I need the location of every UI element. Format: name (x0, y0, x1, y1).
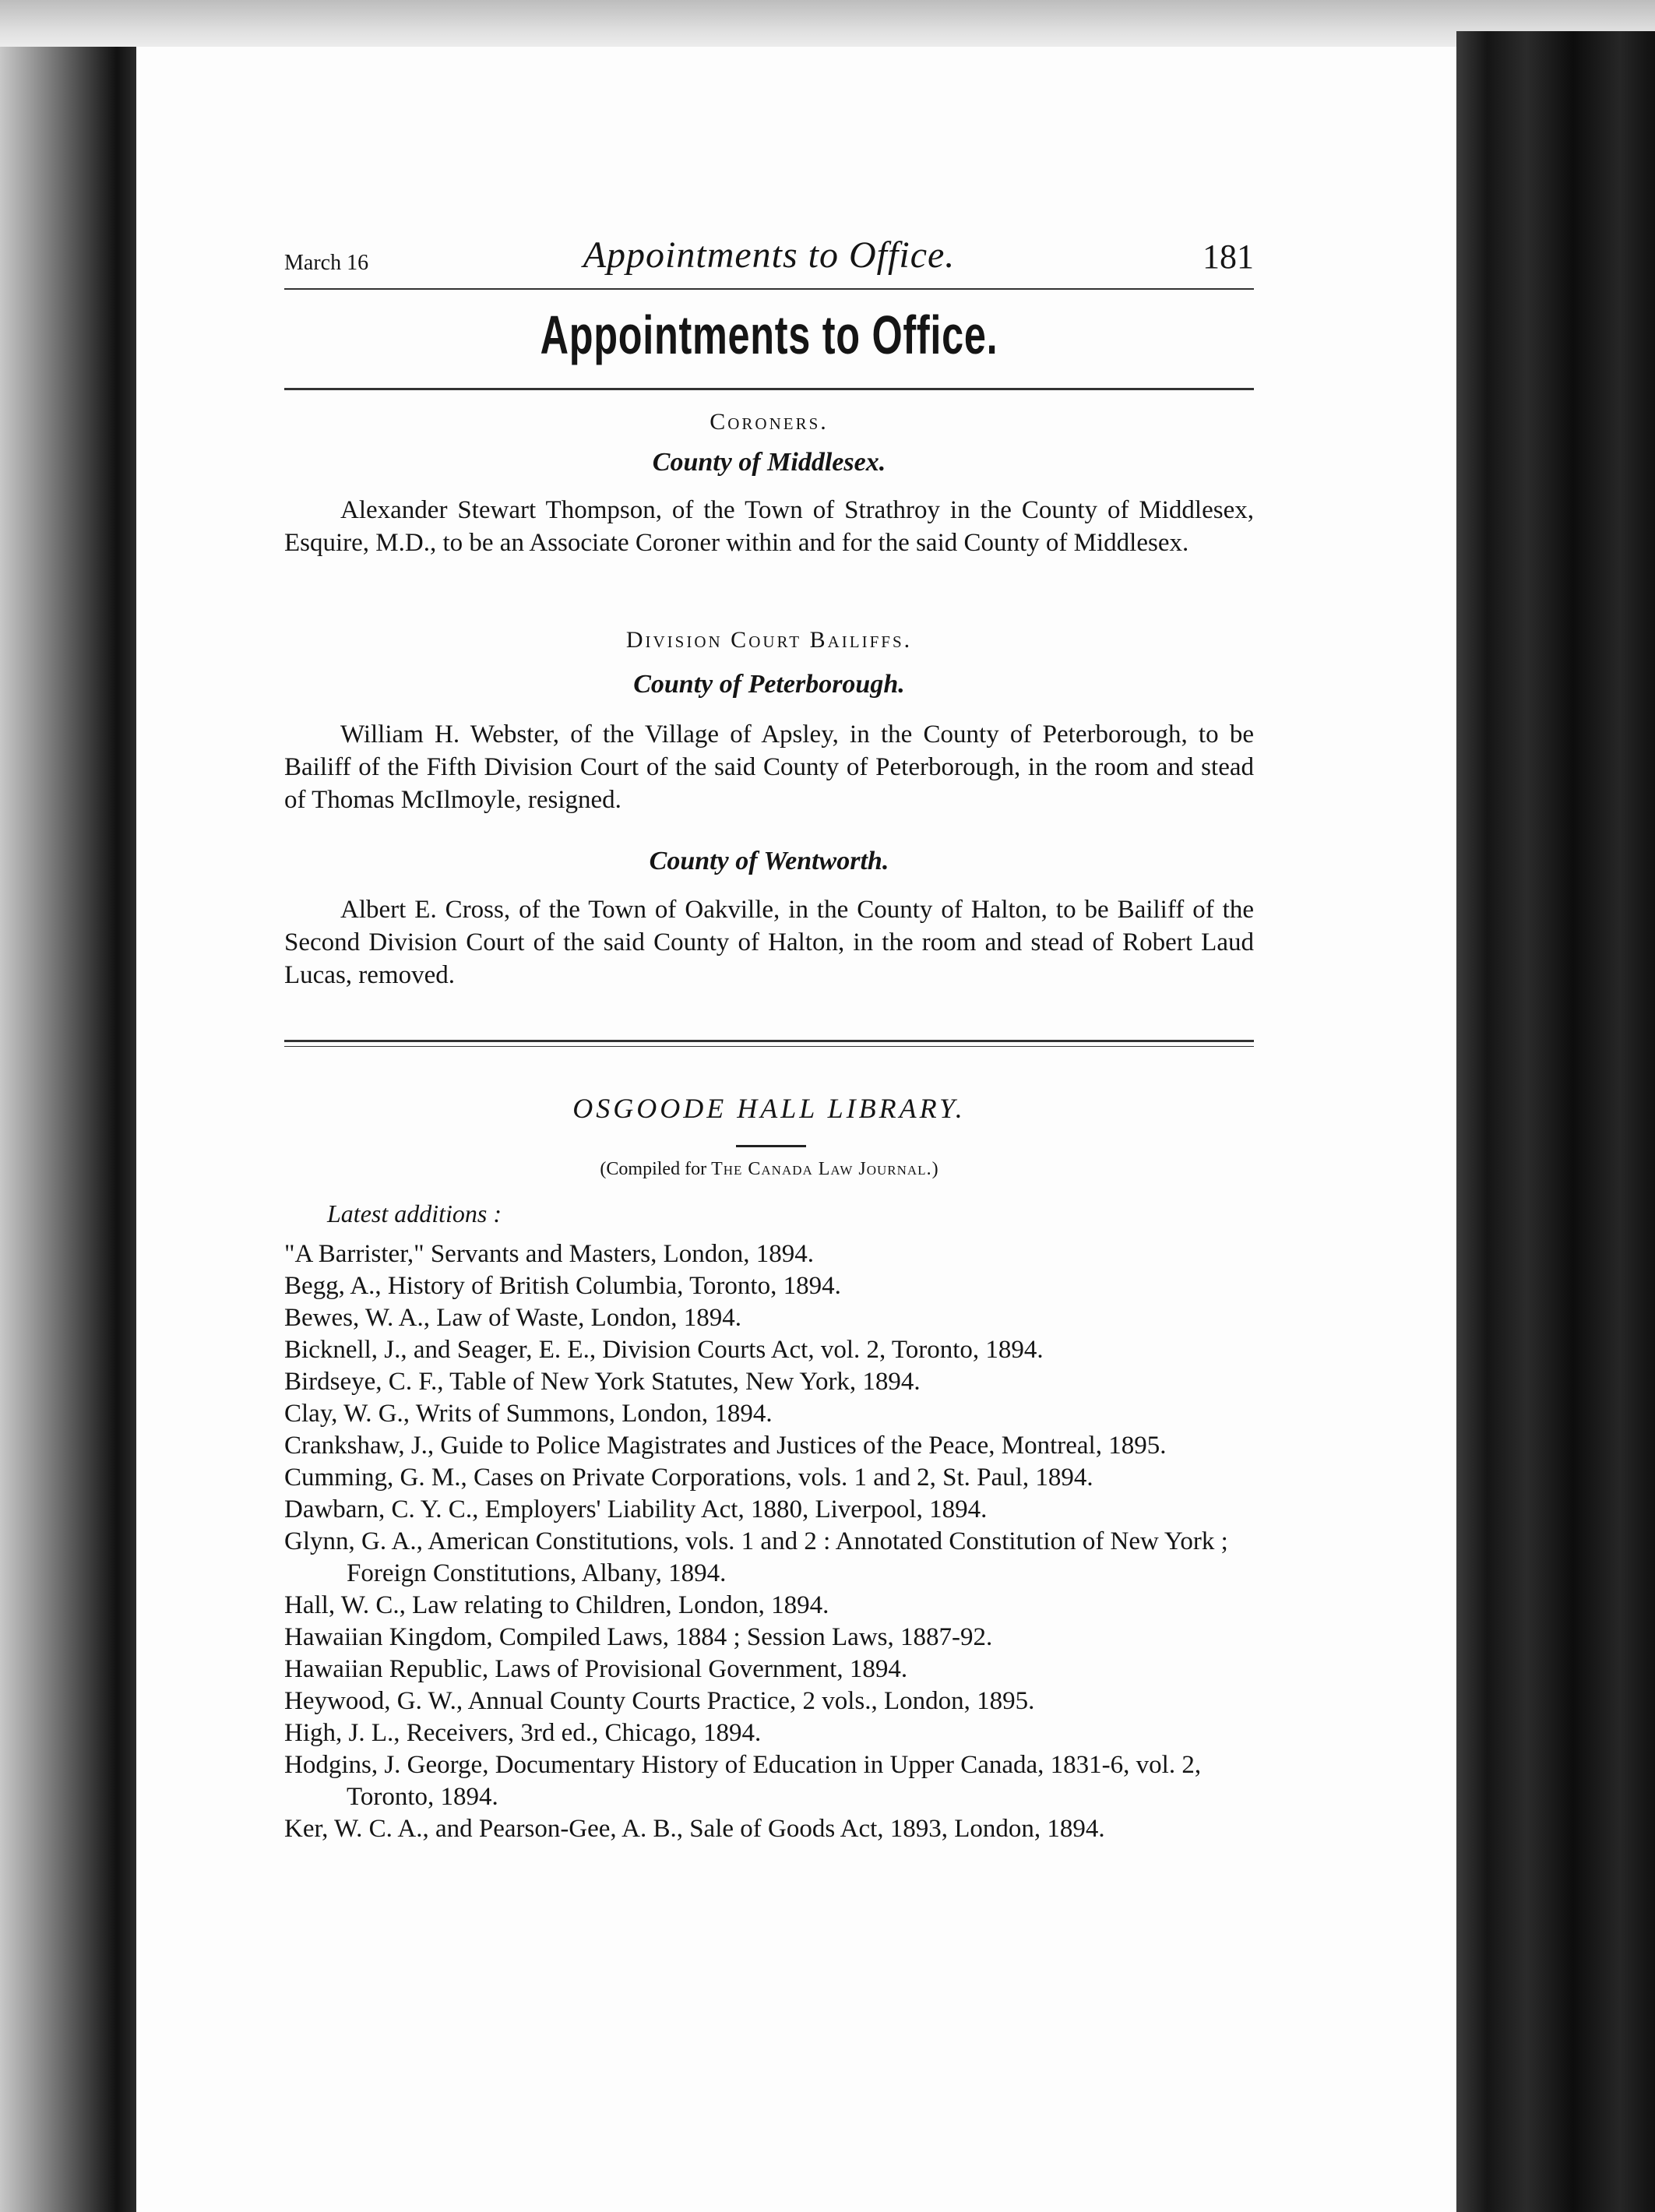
running-head-date: March 16 (284, 251, 369, 275)
county-peterborough-heading: County of Peterborough. (633, 670, 905, 699)
compiled-journal: The Canada Law Journal. (711, 1159, 932, 1179)
library-entry: Hodgins, J. George, Documentary History of Education in Upper Canada, 1831-6, vol. 2, Toronto, 1894. (284, 1751, 1202, 1811)
bailiffs-paragraph-1: William H. Webster, of the Village of Apsley, in the County of Peterborough, to be Bailiff of the Fifth Division Court of the said County of Peterborough, in the room and stead of Thomas McIlmoyle, resigned. (284, 720, 1254, 814)
compiled-prefix: (Compiled for (600, 1159, 712, 1179)
library-entry: Ker, W. C. A., and Pearson-Gee, A. B., Sale of Goods Act, 1893, London, 1894. (284, 1815, 1105, 1843)
coroners-paragraph: Alexander Stewart Thompson, of the Town of Strathroy in the County of Middlesex, Esquire, M.D., to be an Associate Coroner within and for the said County of Middlesex. (284, 496, 1254, 557)
library-entry: Begg, A., History of British Columbia, Toronto, 1894. (284, 1272, 841, 1300)
county-middlesex-heading: County of Middlesex. (652, 448, 886, 477)
library-entry: Birdseye, C. F., Table of New York Statutes, New York, 1894. (284, 1368, 921, 1396)
page-title: Appointments to Office. (540, 305, 998, 365)
section-rule-top (284, 1040, 1254, 1042)
library-entry: Dawbarn, C. Y. C., Employers' Liability Act, 1880, Liverpool, 1894. (284, 1495, 988, 1523)
running-head-rule (284, 288, 1254, 290)
latest-additions-label: Latest additions : (327, 1199, 502, 1228)
library-title-rule (736, 1145, 806, 1147)
library-entry: Hawaiian Republic, Laws of Provisional Government, 1894. (284, 1655, 908, 1683)
scan-edge-right (1456, 31, 1655, 2212)
page-sheet (136, 47, 1456, 2212)
library-entry: High, J. L., Receivers, 3rd ed., Chicago, 1894. (284, 1719, 762, 1747)
library-entry: Heywood, G. W., Annual County Courts Practice, 2 vols., London, 1895. (284, 1687, 1035, 1715)
page-number: 181 (1203, 238, 1254, 276)
library-entry: Bicknell, J., and Seager, E. E., Division Courts Act, vol. 2, Toronto, 1894. (284, 1336, 1044, 1364)
running-head (284, 234, 1254, 280)
library-entry: Crankshaw, J., Guide to Police Magistrates and Justices of the Peace, Montreal, 1895. (284, 1432, 1167, 1460)
library-entry: Glynn, G. A., American Constitutions, vols. 1 and 2 : Annotated Constitution of New York ; Foreign Constitutions, Albany, 1894. (284, 1527, 1228, 1587)
library-entry: Hawaiian Kingdom, Compiled Laws, 1884 ; Session Laws, 1887-92. (284, 1623, 993, 1651)
library-entry: Hall, W. C., Law relating to Children, London, 1894. (284, 1591, 829, 1619)
library-entry: Bewes, W. A., Law of Waste, London, 1894. (284, 1304, 742, 1332)
library-entries (284, 1238, 1258, 1845)
library-title: OSGOODE HALL LIBRARY. (572, 1093, 966, 1124)
library-entry: "A Barrister," Servants and Masters, London, 1894. (284, 1240, 815, 1268)
county-wentworth-heading: County of Wentworth. (649, 847, 889, 875)
title-rule (284, 388, 1254, 390)
compiled-note (284, 1159, 1254, 1180)
compiled-suffix: ) (931, 1159, 938, 1179)
running-head-title: Appointments to Office. (583, 234, 956, 276)
section-rule-bottom (284, 1046, 1254, 1047)
coroners-heading: Coroners. (710, 409, 829, 435)
scan-edge-left (0, 47, 136, 2212)
bailiffs-heading: Division Court Bailiffs. (625, 627, 913, 653)
library-entry: Cumming, G. M., Cases on Private Corporations, vols. 1 and 2, St. Paul, 1894. (284, 1464, 1093, 1492)
bailiffs-paragraph-2: Albert E. Cross, of the Town of Oakville, in the County of Halton, to be Bailiff of the Second Division Court of the said County of Halton, in the room and stead of Robert Laud Lucas, removed. (284, 896, 1254, 989)
library-entry: Clay, W. G., Writs of Summons, London, 1894. (284, 1400, 773, 1428)
